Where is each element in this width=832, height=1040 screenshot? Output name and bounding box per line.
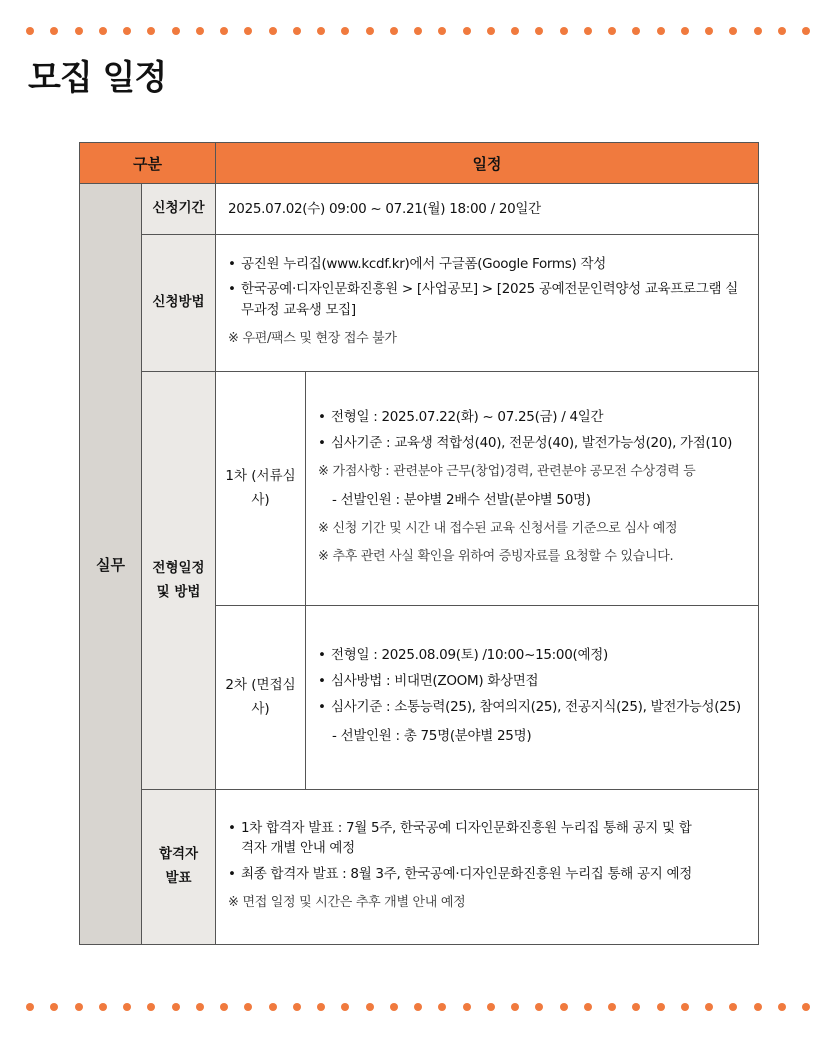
border-dot bbox=[414, 27, 422, 35]
border-dot bbox=[560, 27, 568, 35]
border-dot bbox=[560, 1003, 568, 1011]
top-dot-border bbox=[26, 26, 810, 36]
second-round-content bbox=[306, 606, 759, 790]
first-round-note-bonus: ※ 가점사항 : 관련분야 근무(창업)경력, 관련분야 공모전 수상경력 등 bbox=[318, 463, 696, 479]
border-dot bbox=[123, 1003, 131, 1011]
first-round-label bbox=[216, 372, 306, 606]
border-dot bbox=[729, 27, 737, 35]
border-dot bbox=[220, 27, 228, 35]
border-dot bbox=[147, 1003, 155, 1011]
page-title: 모집 일정 bbox=[28, 58, 167, 98]
row-apply-method bbox=[80, 235, 759, 372]
border-dot bbox=[75, 1003, 83, 1011]
border-dot bbox=[414, 1003, 422, 1011]
list-item: • 1차 합격자 발표 : 7월 5주, 한국공예 디자인문화진흥원 누리집 통해 공지 및 합격자 개별 안내 예정 bbox=[228, 818, 748, 860]
apply-method-note: ※ 우편/팩스 및 현장 접수 불가 bbox=[228, 331, 397, 347]
announce-label bbox=[142, 790, 216, 945]
first-round-label-text: 1차 (서류심사) bbox=[225, 467, 296, 508]
border-dot bbox=[317, 27, 325, 35]
list-item: • 한국공예·디자인문화진흥원 > [사업공모] > [2025 공예전문인력양성 교육프로그램 실무과정 교육생 모집] bbox=[228, 279, 748, 321]
border-dot bbox=[463, 1003, 471, 1011]
border-dot bbox=[438, 1003, 446, 1011]
border-dot bbox=[681, 1003, 689, 1011]
border-dot bbox=[75, 27, 83, 35]
bottom-dot-border bbox=[26, 1002, 810, 1012]
border-dot bbox=[632, 27, 640, 35]
border-dot bbox=[147, 27, 155, 35]
border-dot bbox=[390, 1003, 398, 1011]
border-dot bbox=[366, 27, 374, 35]
row-screening-first bbox=[80, 372, 759, 606]
screening-label bbox=[142, 372, 216, 790]
second-round-label-text: 2차 (면접심사) bbox=[225, 676, 296, 717]
border-dot bbox=[317, 1003, 325, 1011]
border-dot bbox=[341, 1003, 349, 1011]
border-dot bbox=[269, 1003, 277, 1011]
first-round-note-criteria: ※ 신청 기간 및 시간 내 접수된 교육 신청서를 기준으로 심사 예정 bbox=[318, 520, 678, 536]
border-dot bbox=[123, 27, 131, 35]
announce-label-text: 합격자 발표 bbox=[158, 846, 199, 886]
border-dot bbox=[487, 1003, 495, 1011]
announce-note: ※ 면접 일정 및 시간은 추후 개별 안내 예정 bbox=[228, 895, 466, 911]
border-dot bbox=[463, 27, 471, 35]
list-item: • 심사기준 : 소통능력(25), 참여의지(25), 전공지식(25), 발전가능성(25) bbox=[318, 697, 748, 718]
group-label: 실무 bbox=[80, 184, 142, 945]
header-category: 구분 bbox=[80, 143, 216, 184]
border-dot bbox=[293, 27, 301, 35]
border-dot bbox=[802, 27, 810, 35]
row-apply-period bbox=[80, 184, 759, 235]
second-round-selection: - 선발인원 : 총 75명(분야별 25명) bbox=[332, 727, 532, 744]
border-dot bbox=[26, 27, 34, 35]
border-dot bbox=[705, 1003, 713, 1011]
border-dot bbox=[802, 1003, 810, 1011]
border-dot bbox=[584, 1003, 592, 1011]
border-dot bbox=[366, 1003, 374, 1011]
table-header-row bbox=[80, 143, 759, 184]
border-dot bbox=[99, 1003, 107, 1011]
apply-method-content bbox=[216, 235, 759, 372]
list-item: • 최종 합격자 발표 : 8월 3주, 한국공예·디자인문화진흥원 누리집 통해 공지 예정 bbox=[228, 864, 748, 885]
border-dot bbox=[50, 27, 58, 35]
schedule-table bbox=[79, 142, 759, 945]
first-round-selection: - 선발인원 : 분야별 2배수 선발(분야별 50명) bbox=[332, 491, 591, 508]
border-dot bbox=[244, 27, 252, 35]
border-dot bbox=[50, 1003, 58, 1011]
border-dot bbox=[729, 1003, 737, 1011]
apply-period-value: 2025.07.02(수) 09:00 ~ 07.21(월) 18:00 / 20일간 bbox=[216, 184, 759, 235]
apply-period-label: 신청기간 bbox=[142, 184, 216, 235]
border-dot bbox=[511, 1003, 519, 1011]
first-round-content bbox=[306, 372, 759, 606]
announce-content bbox=[216, 790, 759, 945]
border-dot bbox=[754, 1003, 762, 1011]
header-schedule: 일정 bbox=[216, 143, 759, 184]
list-item: • 전형일 : 2025.08.09(토) /10:00~15:00(예정) bbox=[318, 645, 748, 666]
border-dot bbox=[584, 27, 592, 35]
border-dot bbox=[341, 27, 349, 35]
border-dot bbox=[511, 27, 519, 35]
border-dot bbox=[487, 27, 495, 35]
border-dot bbox=[657, 27, 665, 35]
border-dot bbox=[390, 27, 398, 35]
border-dot bbox=[535, 27, 543, 35]
border-dot bbox=[632, 1003, 640, 1011]
border-dot bbox=[608, 27, 616, 35]
list-item: • 전형일 : 2025.07.22(화) ~ 07.25(금) / 4일간 bbox=[318, 407, 748, 428]
border-dot bbox=[681, 27, 689, 35]
border-dot bbox=[172, 27, 180, 35]
border-dot bbox=[754, 27, 762, 35]
border-dot bbox=[196, 1003, 204, 1011]
apply-method-label: 신청방법 bbox=[142, 235, 216, 372]
border-dot bbox=[778, 27, 786, 35]
border-dot bbox=[608, 1003, 616, 1011]
border-dot bbox=[657, 1003, 665, 1011]
border-dot bbox=[99, 27, 107, 35]
list-item: • 심사기준 : 교육생 적합성(40), 전문성(40), 발전가능성(20), 가점(10) bbox=[318, 433, 748, 454]
border-dot bbox=[172, 1003, 180, 1011]
list-item: • 심사방법 : 비대면(ZOOM) 화상면접 bbox=[318, 671, 748, 692]
list-item: • 공진원 누리집(www.kcdf.kr)에서 구글폼(Google Forms) 작성 bbox=[228, 254, 748, 275]
border-dot bbox=[196, 27, 204, 35]
row-announce bbox=[80, 790, 759, 945]
border-dot bbox=[778, 1003, 786, 1011]
first-round-note-evidence: ※ 추후 관련 사실 확인을 위하여 증빙자료를 요청할 수 있습니다. bbox=[318, 548, 674, 564]
border-dot bbox=[269, 27, 277, 35]
border-dot bbox=[293, 1003, 301, 1011]
second-round-label bbox=[216, 606, 306, 790]
border-dot bbox=[438, 27, 446, 35]
border-dot bbox=[244, 1003, 252, 1011]
border-dot bbox=[220, 1003, 228, 1011]
border-dot bbox=[26, 1003, 34, 1011]
border-dot bbox=[705, 27, 713, 35]
border-dot bbox=[535, 1003, 543, 1011]
screening-label-text: 전형일정 및 방법 bbox=[152, 559, 205, 600]
